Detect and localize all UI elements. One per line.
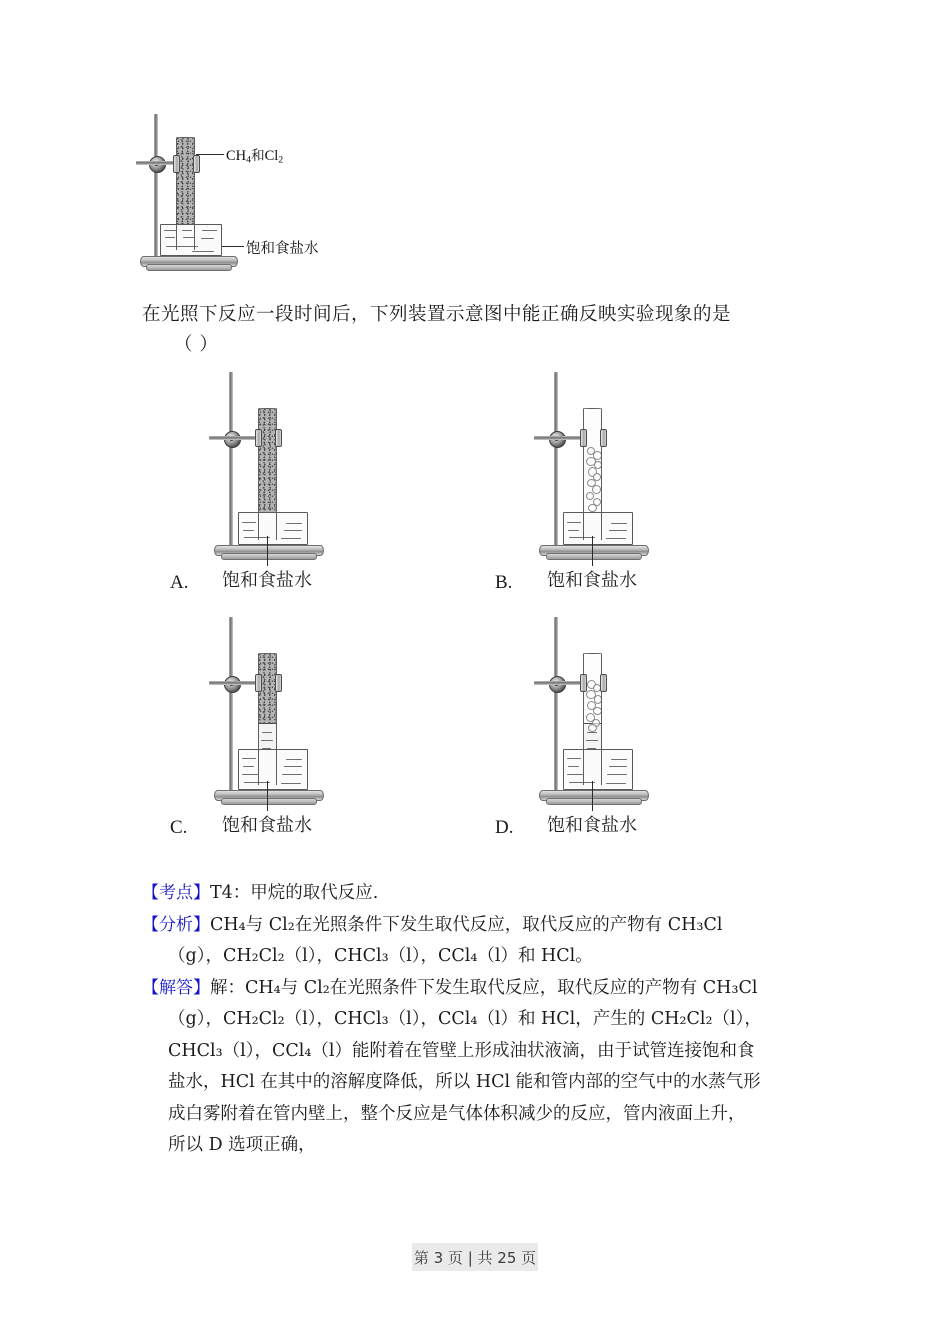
jieda-row-2: （g），CH₂Cl₂（l），CHCl₃（l），CCl₄（l）和 HCl，产生的 CH₂Cl₂（l）， (168, 1009, 762, 1029)
clamp-jaw-right (600, 429, 607, 447)
stem-tube-submerged (176, 224, 195, 250)
mist-droplet (588, 724, 597, 732)
clamp-jaw-right (275, 674, 282, 692)
stem-apparatus-figure (132, 112, 472, 282)
stand-base-lip (221, 553, 317, 560)
clamp-jaw-right (193, 155, 200, 173)
jieda-row-4: 盐水，HCl 在其中的溶解度降低，所以 HCl 能和管内部的空气中的水蒸气形 (168, 1072, 761, 1092)
stand-rod-vertical (154, 114, 158, 262)
option-d-tube-submerged (583, 749, 602, 785)
stand-rod-vertical (554, 372, 558, 550)
question-answer-blank: （ ） (174, 334, 219, 355)
kaodian-row (142, 878, 834, 909)
jieda-row-5: 成白雾附着在管内壁上，整个反应是气体体积减少的反应，管内液面上升， (168, 1103, 746, 1124)
mist-droplet (593, 707, 602, 715)
stand-base-lip (546, 553, 642, 560)
jieda-text-1: 解：CH₄与 Cl₂在光照条件下发生取代反应，取代反应的产物有 CH₃Cl (210, 977, 758, 998)
leader-line-gas (196, 154, 224, 155)
page-number-text: 第 3 页 | 共 25 页 (413, 1249, 537, 1267)
stem-label-brine: 饱和食盐水 (246, 241, 319, 257)
clamp-jaw-left (173, 155, 180, 173)
clamp-jaw-left (580, 674, 587, 692)
option-d-letter: D. (495, 817, 514, 838)
question-line-1: 在光照下反应一段时间后，下列装置示意图中能正确反映实验现象的是 (142, 304, 732, 325)
option-d-caption: 饱和食盐水 (547, 815, 637, 836)
jieda-row-1 (142, 973, 834, 1004)
jieda-row-3: CHCl₃（l），CCl₄（l）能附着在管壁上形成油状液滴，由于试管连接饱和食 (168, 1040, 755, 1061)
question-text (142, 300, 832, 360)
solution-block (142, 878, 834, 1162)
stand-base-lip (146, 264, 232, 271)
option-b-letter: B. (495, 572, 513, 593)
stand-base-lip (221, 798, 317, 805)
option-b[interactable] (495, 372, 671, 593)
option-c[interactable] (170, 617, 346, 838)
kaodian-text: T4：甲烷的取代反应. (210, 883, 379, 903)
clamp-jaw-left (255, 674, 262, 692)
option-a-letter: A. (170, 572, 189, 593)
option-a[interactable] (170, 372, 346, 593)
clamp-jaw-left (580, 429, 587, 447)
option-c-letter: C. (170, 817, 188, 838)
kaodian-tag: 【考点】 (142, 883, 210, 903)
option-c-caption: 饱和食盐水 (222, 815, 312, 836)
fenxi-row-2: （g），CH₂Cl₂（l），CHCl₃（l），CCl₄（l）和 HCl。 (168, 946, 593, 966)
stand-rod-vertical (229, 617, 233, 795)
clamp-jaw-left (255, 429, 262, 447)
fenxi-text-1: CH₄与 Cl₂在光照条件下发生取代反应，取代反应的产物有 CH₃Cl (210, 914, 723, 935)
stem-label-gas: $CH_4$和$Cl_2$ (226, 148, 284, 166)
stand-base-lip (546, 798, 642, 805)
jieda-row-6: 所以 D 选项正确， (168, 1135, 316, 1155)
mist-droplet (588, 504, 597, 512)
fenxi-row-1 (142, 910, 834, 941)
option-d-leader-line (592, 781, 593, 811)
fenxi-tag: 【分析】 (142, 914, 210, 935)
clamp-jaw-right (275, 429, 282, 447)
stand-rod-vertical (554, 617, 558, 795)
option-c-leader-line (267, 781, 268, 811)
mist-droplet (592, 485, 601, 494)
stand-rod-vertical (229, 372, 233, 550)
clamp-jaw-right (600, 674, 607, 692)
option-a-caption: 饱和食盐水 (222, 570, 312, 591)
option-b-leader-line (592, 536, 593, 566)
option-d[interactable] (495, 617, 671, 838)
page-footer (0, 1243, 950, 1273)
option-c-tube-submerged (258, 749, 277, 785)
option-a-tube-gas (259, 409, 276, 514)
option-b-caption: 饱和食盐水 (547, 570, 637, 591)
jieda-tag: 【解答】 (142, 977, 210, 998)
leader-line-brine (222, 246, 244, 247)
option-a-leader-line (267, 536, 268, 566)
